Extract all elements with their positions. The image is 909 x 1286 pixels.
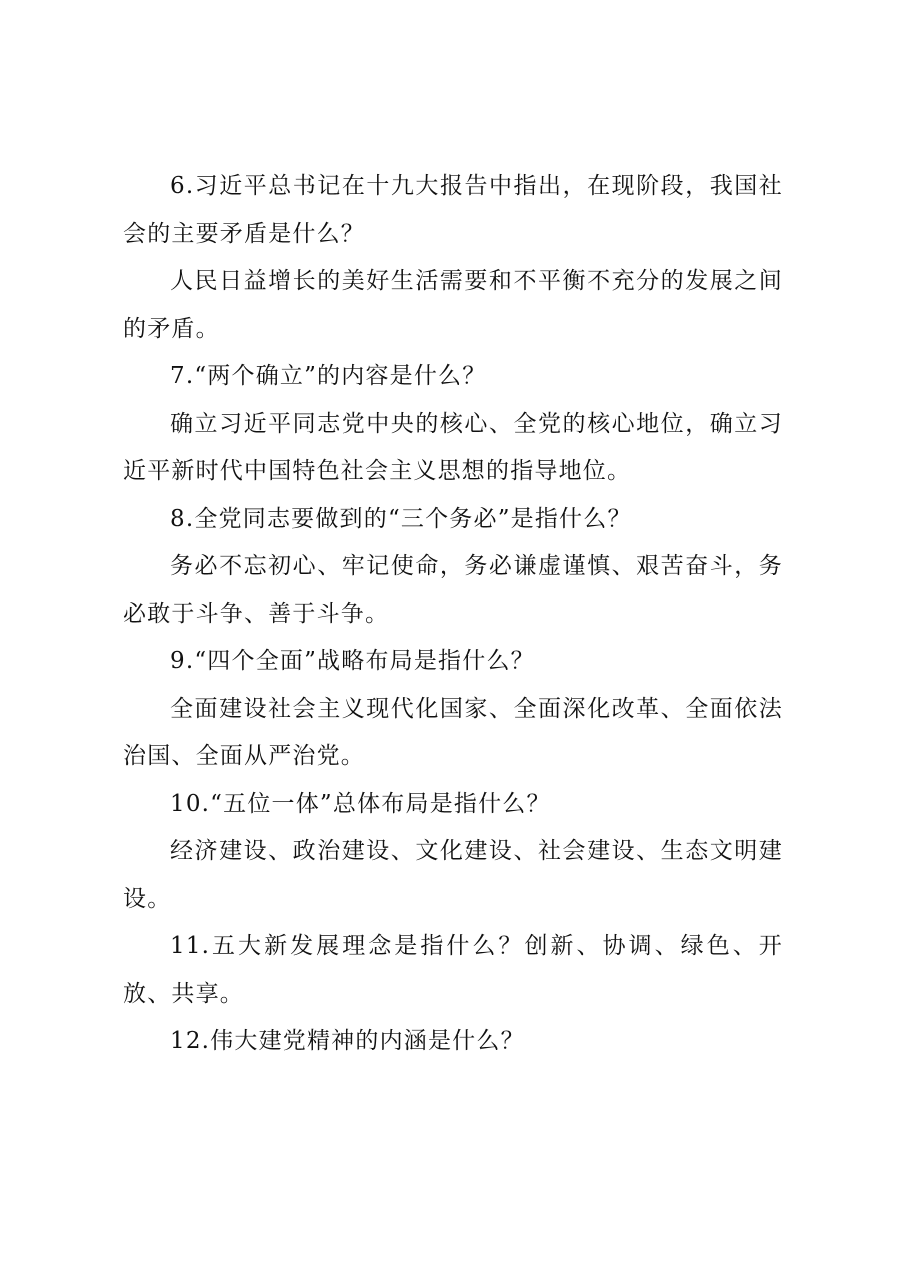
- answer-8: 务必不忘初心、牢记使命，务必谦虚谨慎、艰苦奋斗，务必敢于斗争、善于斗争。: [123, 553, 783, 627]
- question-11: 11.五大新发展理念是指什么？创新、协调、绿色、开放、共享。: [123, 933, 783, 1007]
- document-body: [123, 163, 783, 1066]
- question-10: 10.“五位一体”总体布局是指什么？: [170, 790, 551, 817]
- answer-6: 人民日益增长的美好生活需要和不平衡不充分的发展之间的矛盾。: [123, 268, 783, 342]
- question-9: 9.“四个全面”战略布局是指什么？: [170, 648, 535, 674]
- question-12: 12.伟大建党精神的内涵是什么？: [170, 1028, 525, 1054]
- question-6: 6.习近平总书记在十九大报告中指出，在现阶段，我国社会的主要矛盾是什么？: [123, 173, 783, 247]
- answer-10: 经济建设、政治建设、文化建设、社会建设、生态文明建设。: [123, 838, 783, 912]
- answer-7: 确立习近平同志党中央的核心、全党的核心地位，确立习近平新时代中国特色社会主义思想的指导地位。: [123, 410, 783, 484]
- question-8: 8.全党同志要做到的“三个务必”是指什么？: [170, 505, 632, 532]
- question-7: 7.“两个确立”的内容是什么？: [170, 363, 487, 389]
- answer-9: 全面建设社会主义现代化国家、全面深化改革、全面依法治国、全面从严治党。: [123, 695, 783, 769]
